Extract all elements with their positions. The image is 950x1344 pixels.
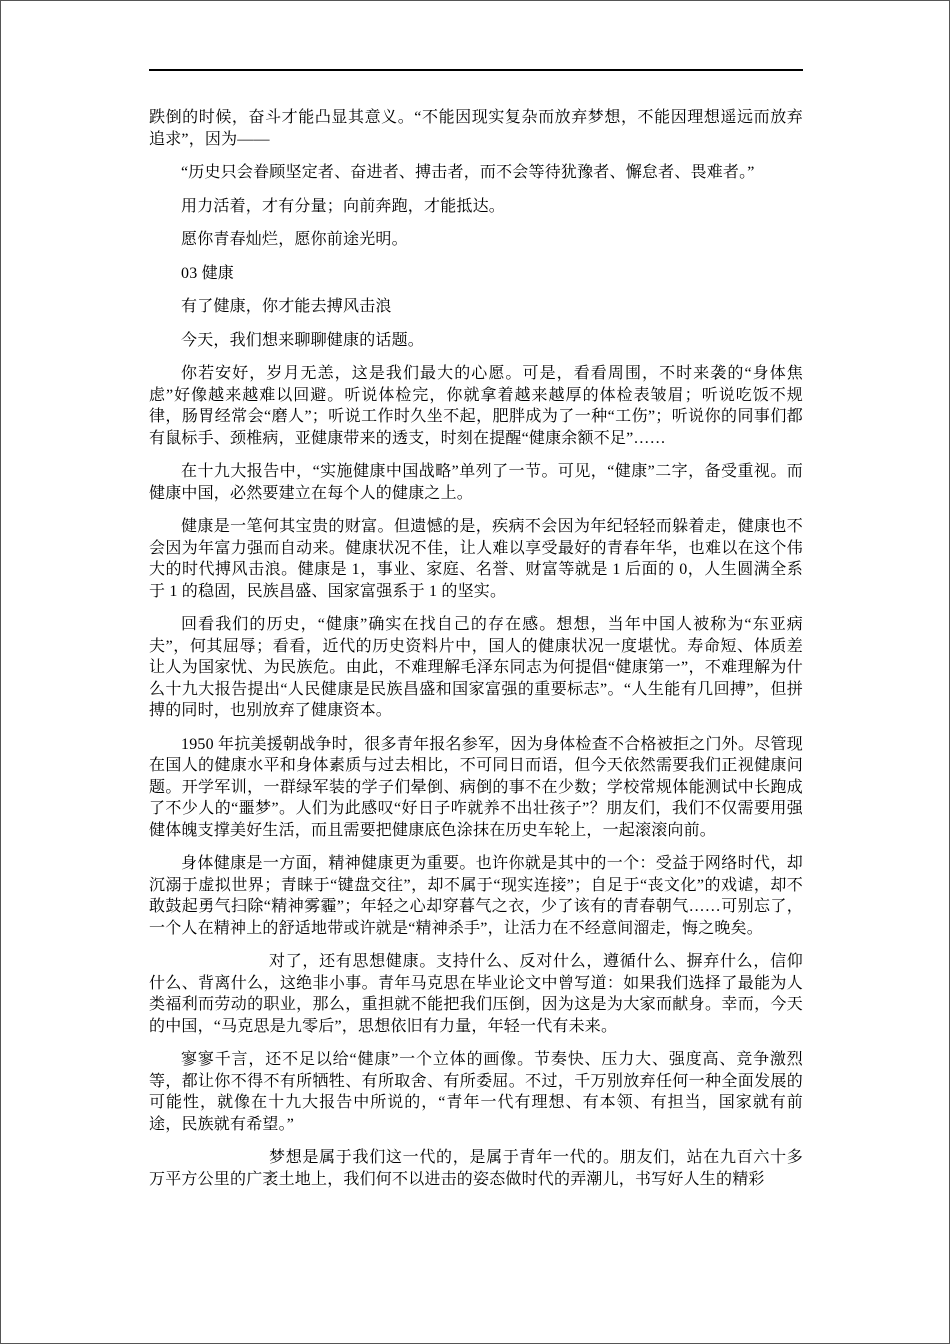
document-content xyxy=(149,69,803,1202)
paragraph: 身体健康是一方面，精神健康更为重要。也许你就是其中的一个：受益于网络时代，却沉溺于虚拟世界；青睐于“键盘交往”，却不属于“现实连接”；自足于“丧文化”的戏谑，却不敢鼓起勇气扫除“精神雾霾”；年轻之心却穿暮气之衣，少了该有的青春朝气……可别忘了，一个人在精神上的舒适地带或许就是“精神杀手”，让活力在不经意间溜走，悔之晚矣。 xyxy=(149,855,803,937)
paragraph: 健康是一笔何其宝贵的财富。但遗憾的是，疾病不会因为年纪轻轻而躲着走，健康也不会因为年富力强而自动来。健康状况不佳，让人难以享受最好的青春年华，也难以在这个伟大的时代搏风击浪。健康是 1，事业、家庭、名誉、财富等就是 1 后面的 0，人生圆满全系于 1 的稳固，民族昌盛、国家富强系于 1 的坚实。 xyxy=(149,518,803,600)
paragraph: 梦想是属于我们这一代的，是属于青年一代的。朋友们，站在九百六十多万平方公里的广袤土地上，我们何不以进击的姿态做时代的弄潮儿，书写好人生的精彩 xyxy=(149,1149,803,1188)
section-heading: 03 健康 xyxy=(181,264,235,282)
paragraph: 跌倒的时候，奋斗才能凸显其意义。“不能因现实复杂而放弃梦想，不能因理想遥远而放弃追求”，因为—— xyxy=(149,109,803,148)
paragraph: 1950 年抗美援朝战争时，很多青年报名参军，因为身体检查不合格被拒之门外。尽管现在国人的健康水平和身体素质与过去相比，不可同日而语，但今天依然需要我们正视健康问题。开学军训，一群绿军装的学子们晕倒、病倒的事不在少数；学校常规体能测试中长跑成了不少人的“噩梦”。人们为此感叹“好日子咋就养不出壮孩子”？朋友们，我们不仅需要用强健体魄支撑美好生活，而且需要把健康底色涂抹在历史车轮上，一起滚滚向前。 xyxy=(149,735,803,839)
horizontal-rule xyxy=(149,69,803,71)
paragraph: 你若安好，岁月无恙，这是我们最大的心愿。可是，看看周围，不时来袭的“身体焦虑”好像越来越难以回避。听说体检完，你就拿着越来越厚的体检表皱眉；听说吃饭不规律，肠胃经常会“磨人”；听说工作时久坐不起，肥胖成为了一种“工伤”；听说你的同事们都有鼠标手、颈椎病，亚健康带来的透支，时刻在提醒“健康余额不足”…… xyxy=(149,365,803,447)
paragraph: 回看我们的历史，“健康”确实在找自己的存在感。想想，当年中国人被称为“东亚病夫”，何其屈辱；看看，近代的历史资料片中，国人的健康状况一度堪忧。寿命短、体质差让人为国家忧、为民族危。由此，不难理解毛泽东同志为何提倡“健康第一”，不难理解为什么十九大报告提出“人民健康是民族昌盛和国家富强的重要标志”。“人生能有几回搏”，但拼搏的同时，也别放弃了健康资本。 xyxy=(149,616,803,719)
paragraph: 对了，还有思想健康。支持什么、反对什么，遵循什么、摒弃什么，信仰什么、背离什么，这绝非小事。青年马克思在毕业论文中曾写道：如果我们选择了最能为人类福利而劳动的职业，那么，重担就不能把我们压倒，因为这是为大家而献身。幸而，今天的中国，“马克思是九零后”，思想依旧有力量，年轻一代有未来。 xyxy=(149,953,803,1035)
paragraph: “历史只会眷顾坚定者、奋进者、搏击者，而不会等待犹豫者、懈怠者、畏难者。” xyxy=(181,164,755,181)
paragraph: 寥寥千言，还不足以给“健康”一个立体的画像。节奏快、压力大、强度高、竞争激烈等，都让你不得不有所牺牲、有所取舍、有所委屈。不过，千万别放弃任何一种全面发展的可能性，就像在十九大报告中所说的，“青年一代有理想、有本领、有担当，国家就有前途，民族就有希望。” xyxy=(149,1051,803,1133)
paragraph: 愿你青春灿烂，愿你前途光明。 xyxy=(181,231,408,248)
paragraph: 用力活着，才有分量；向前奔跑，才能抵达。 xyxy=(181,197,506,215)
paragraph: 在十九大报告中，“实施健康中国战略”单列了一节。可见，“健康”二字，备受重视。而健康中国，必然要建立在每个人的健康之上。 xyxy=(149,463,803,502)
paragraph: 今天，我们想来聊聊健康的话题。 xyxy=(181,331,425,349)
section-subheading: 有了健康，你才能去搏风击浪 xyxy=(181,298,392,315)
